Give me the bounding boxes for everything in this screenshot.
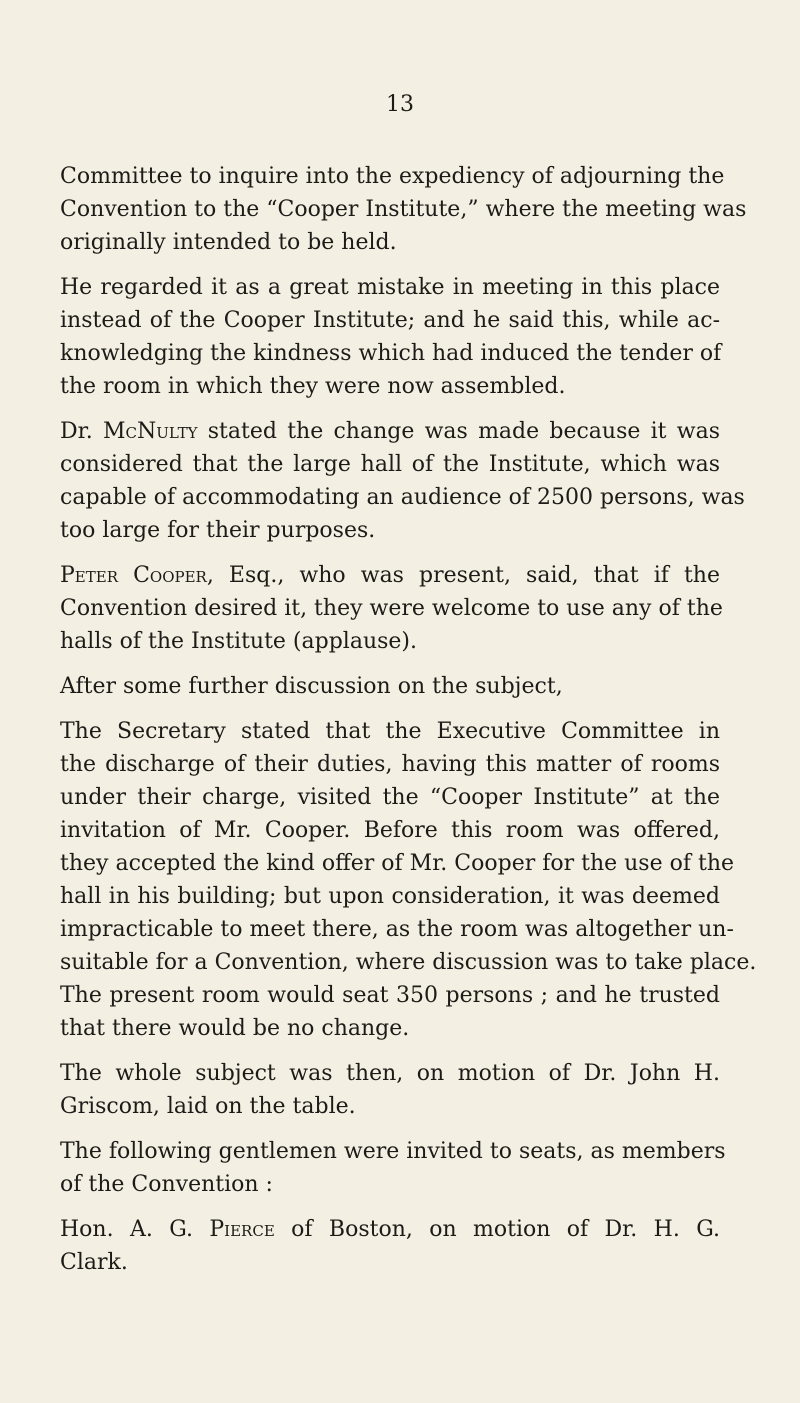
- paragraph: [60, 1057, 720, 1123]
- body-text: [60, 160, 757, 1279]
- text-line: halls of the Institute (applause).: [60, 629, 418, 654]
- text-line: The Secretary stated that the Executive Committee in: [60, 719, 720, 744]
- text-line: The present room would seat 350 persons ; and he trusted: [60, 983, 720, 1008]
- text-line: He regarded it as a great mistake in meeting in this place: [60, 275, 720, 300]
- paragraph: [60, 559, 723, 658]
- text-line: of the Convention :: [60, 1172, 273, 1197]
- text-line: considered that the large hall of the Institute, which was: [60, 452, 720, 477]
- paragraph: [60, 715, 757, 1045]
- text-line: Griscom, laid on the table.: [60, 1094, 356, 1119]
- speaker-name: Peter Cooper: [60, 563, 207, 588]
- text-line: Convention to the “Cooper Institute,” where the meeting was: [60, 197, 747, 222]
- text-line: invitation of Mr. Cooper. Before this room was offered,: [60, 818, 720, 843]
- text-line: Committee to inquire into the expediency of adjourning the: [60, 164, 725, 189]
- paragraph: [60, 415, 745, 547]
- text-line: the room in which they were now assembled.: [60, 374, 566, 399]
- text-line: they accepted the kind offer of Mr. Cooper for the use of the: [60, 851, 735, 876]
- text-line: Hon. A. G. Pierce of Boston, on motion of Dr. H. G.: [60, 1217, 720, 1242]
- speaker-name: Pierce: [209, 1217, 275, 1242]
- paragraph: [60, 160, 747, 259]
- text-line: capable of accommodating an audience of 2500 persons, was: [60, 485, 745, 510]
- text-line: Clark.: [60, 1250, 128, 1275]
- text-line: After some further discussion on the subject,: [60, 674, 563, 699]
- text-line: that there would be no change.: [60, 1016, 410, 1041]
- speaker-name: McNulty: [102, 419, 198, 444]
- text-line: impracticable to meet there, as the room was altogether un-: [60, 917, 734, 942]
- paragraph: [60, 1135, 726, 1201]
- text-line: suitable for a Convention, where discussion was to take place.: [60, 950, 757, 975]
- paragraph: [60, 271, 720, 403]
- text-line: Convention desired it, they were welcome to use any of the: [60, 596, 723, 621]
- text-line: Peter Cooper, Esq., who was present, said, that if the: [60, 563, 720, 588]
- paragraph: [60, 670, 720, 703]
- text-line: hall in his building; but upon consideration, it was deemed: [60, 884, 720, 909]
- text-line: The whole subject was then, on motion of Dr. John H.: [60, 1061, 720, 1086]
- page-number: 13: [386, 92, 414, 117]
- text-line: knowledging the kindness which had induced the tender of: [60, 341, 722, 366]
- paragraph: [60, 1213, 720, 1279]
- text-line: the discharge of their duties, having this matter of rooms: [60, 752, 720, 777]
- text-line: instead of the Cooper Institute; and he said this, while ac-: [60, 308, 720, 333]
- text-line: Dr. McNulty stated the change was made because it was: [60, 419, 720, 444]
- text-line: under their charge, visited the “Cooper Institute” at the: [60, 785, 720, 810]
- text-line: too large for their purposes.: [60, 518, 376, 543]
- text-line: originally intended to be held.: [60, 230, 397, 255]
- text-line: The following gentlemen were invited to seats, as members: [60, 1139, 726, 1164]
